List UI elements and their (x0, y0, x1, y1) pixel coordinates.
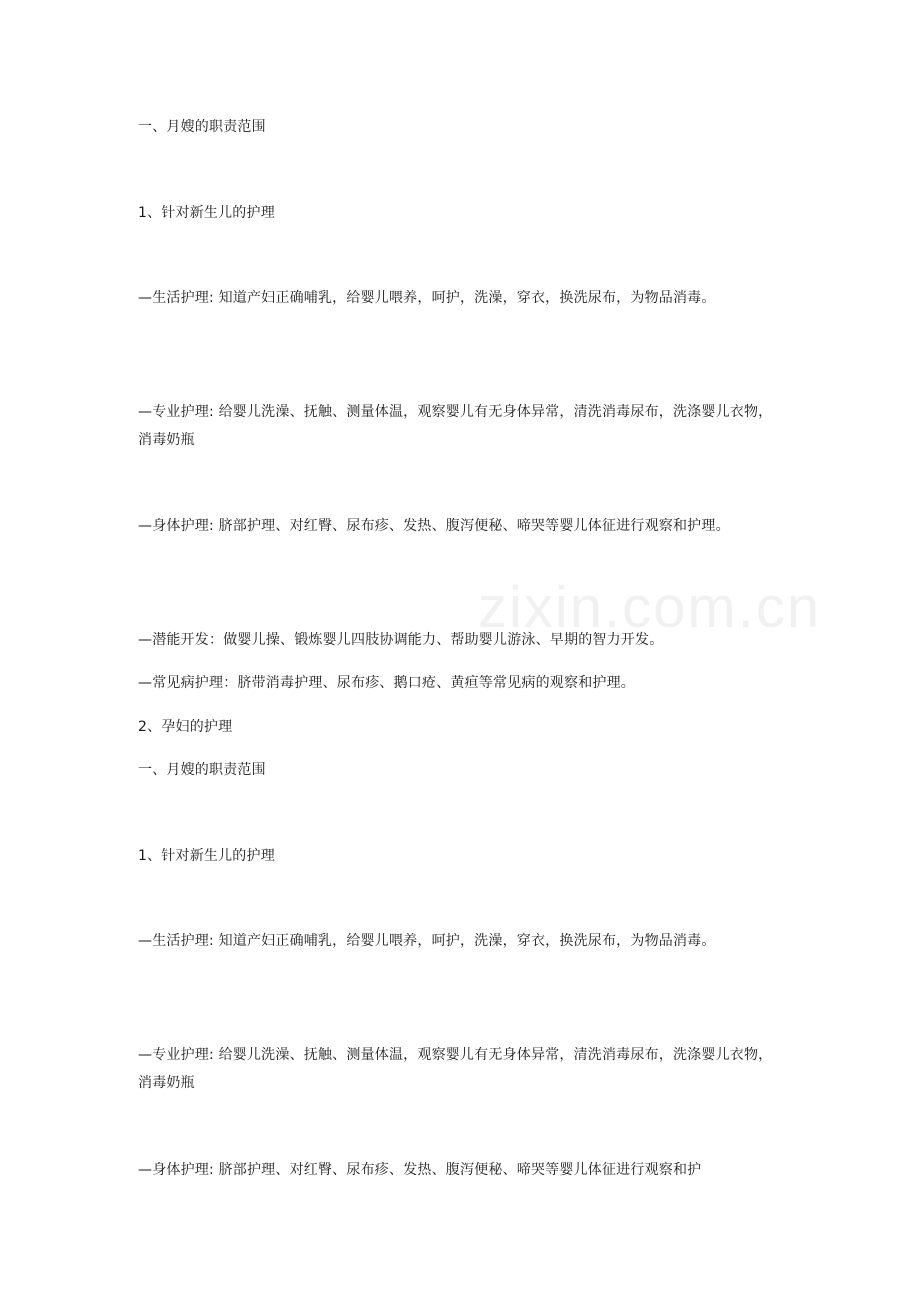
paragraph-professional-care: —专业护理: 给婴儿洗澡、抚触、测量体温，观察婴儿有无身体异常，清洗消毒尿布，洗涤婴儿衣物，消毒奶瓶 (138, 1047, 773, 1091)
paragraph-professional-care: —专业护理: 给婴儿洗澡、抚触、测量体温，观察婴儿有无身体异常，清洗消毒尿布，洗涤婴儿衣物，消毒奶瓶 (138, 404, 773, 448)
paragraph-common-illness-care: —常见病护理：脐带消毒护理、尿布疹、鹅口疮、黄疸等常见病的观察和护理。 (138, 675, 635, 691)
section-heading: 一、月嫂的职责范围 (138, 762, 266, 778)
section-heading: 一、月嫂的职责范围 (138, 119, 266, 135)
paragraph-life-care: —生活护理: 知道产妇正确哺乳，给婴儿喂养，呵护，洗澡，穿衣，换洗尿布，为物品消毒。 (138, 290, 716, 306)
paragraph-potential-development: —潜能开发：做婴儿操、锻炼婴儿四肢协调能力、帮助婴儿游泳、早期的智力开发。 (138, 632, 664, 648)
subsection-heading: 1、针对新生儿的护理 (138, 848, 275, 864)
subsection-heading: 2、孕妇的护理 (138, 719, 233, 735)
paragraph-body-care: —身体护理: 脐部护理、对红臀、尿布疹、发热、腹泻便秘、啼哭等婴儿体征进行观察和护 (138, 1162, 702, 1178)
watermark: zixin.com.cn (478, 575, 822, 640)
paragraph-body-care: —身体护理: 脐部护理、对红臀、尿布疹、发热、腹泻便秘、啼哭等婴儿体征进行观察和护理。 (138, 518, 730, 534)
subsection-heading: 1、针对新生儿的护理 (138, 205, 275, 221)
paragraph-life-care: —生活护理: 知道产妇正确哺乳，给婴儿喂养，呵护，洗澡，穿衣，换洗尿布，为物品消毒。 (138, 933, 716, 949)
